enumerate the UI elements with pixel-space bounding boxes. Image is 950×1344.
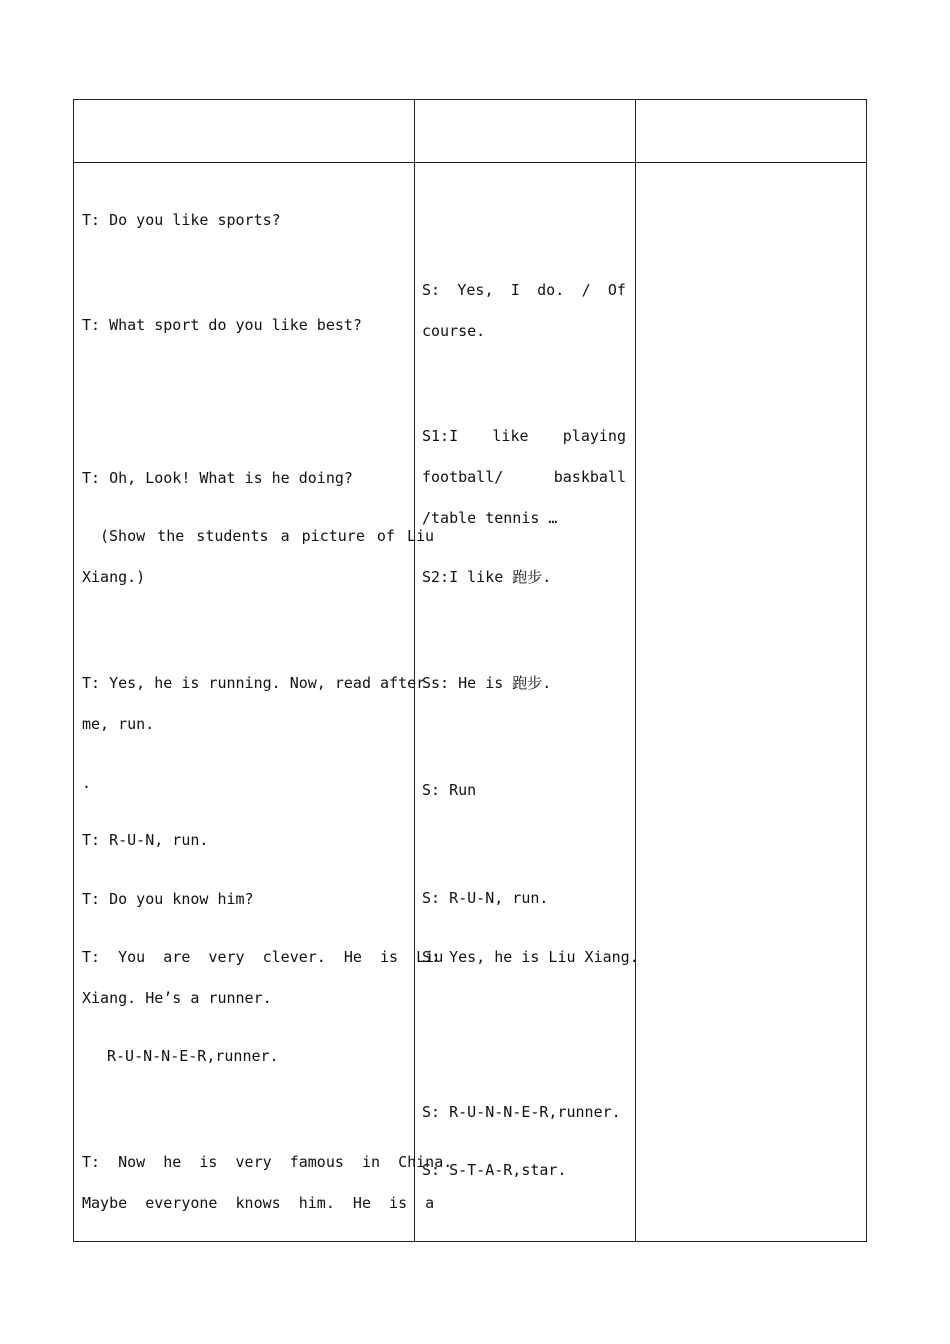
student-line xyxy=(422,467,626,487)
teacher-line: T: Now he is very famous in China. xyxy=(82,1153,453,1171)
student-line: S: Run xyxy=(422,781,477,799)
student-word: playing xyxy=(562,427,626,445)
teacher-line: T: Do you know him? xyxy=(82,890,254,908)
student-word: like xyxy=(492,427,529,445)
student-word: football/ xyxy=(422,468,504,486)
student-line: course. xyxy=(422,322,486,340)
student-word: baskball xyxy=(553,468,626,486)
student-line xyxy=(422,426,626,446)
student-line: S: Yes, he is Liu Xiang. xyxy=(422,948,639,966)
student-line: S2:I like 跑步. xyxy=(422,568,552,586)
student-line: S: R-U-N, run. xyxy=(422,889,549,907)
teacher-line: T: Do you like sports? xyxy=(82,211,281,229)
header-row-divider xyxy=(74,162,866,163)
teacher-line: R-U-N-N-E-R,runner. xyxy=(107,1047,279,1065)
student-line xyxy=(422,280,626,300)
teacher-line: Maybe everyone knows him. He is a xyxy=(82,1194,435,1212)
teacher-line: T: Oh, Look! What is he doing? xyxy=(82,469,353,487)
student-word: / xyxy=(581,281,591,299)
student-word: S: xyxy=(422,281,441,299)
teacher-line: Xiang.) xyxy=(82,568,146,586)
student-line: S: R-U-N-N-E-R,runner. xyxy=(422,1103,621,1121)
student-word: Of xyxy=(607,281,626,299)
teacher-line: (Show the students a picture of Liu xyxy=(100,527,435,545)
teacher-line: . xyxy=(82,774,92,792)
student-line: S: S-T-A-R,star. xyxy=(422,1161,567,1179)
student-word: I xyxy=(510,281,520,299)
student-line: /table tennis … xyxy=(422,509,558,527)
teacher-line: T: You are very clever. He is Liu xyxy=(82,948,444,966)
column-divider xyxy=(635,100,636,1241)
teacher-line: Xiang. He’s a runner. xyxy=(82,989,272,1007)
student-word: S1:I xyxy=(422,427,459,445)
teacher-line: T: R-U-N, run. xyxy=(82,831,209,849)
student-line: Ss: He is 跑步. xyxy=(422,674,552,692)
lesson-table xyxy=(73,99,867,1242)
teacher-line: T: What sport do you like best? xyxy=(82,316,362,334)
teacher-line: T: Yes, he is running. Now, read after xyxy=(82,674,426,692)
column-divider xyxy=(414,100,415,1241)
teacher-line: me, run. xyxy=(82,715,155,733)
student-word: Yes, xyxy=(457,281,494,299)
student-word: do. xyxy=(537,281,565,299)
